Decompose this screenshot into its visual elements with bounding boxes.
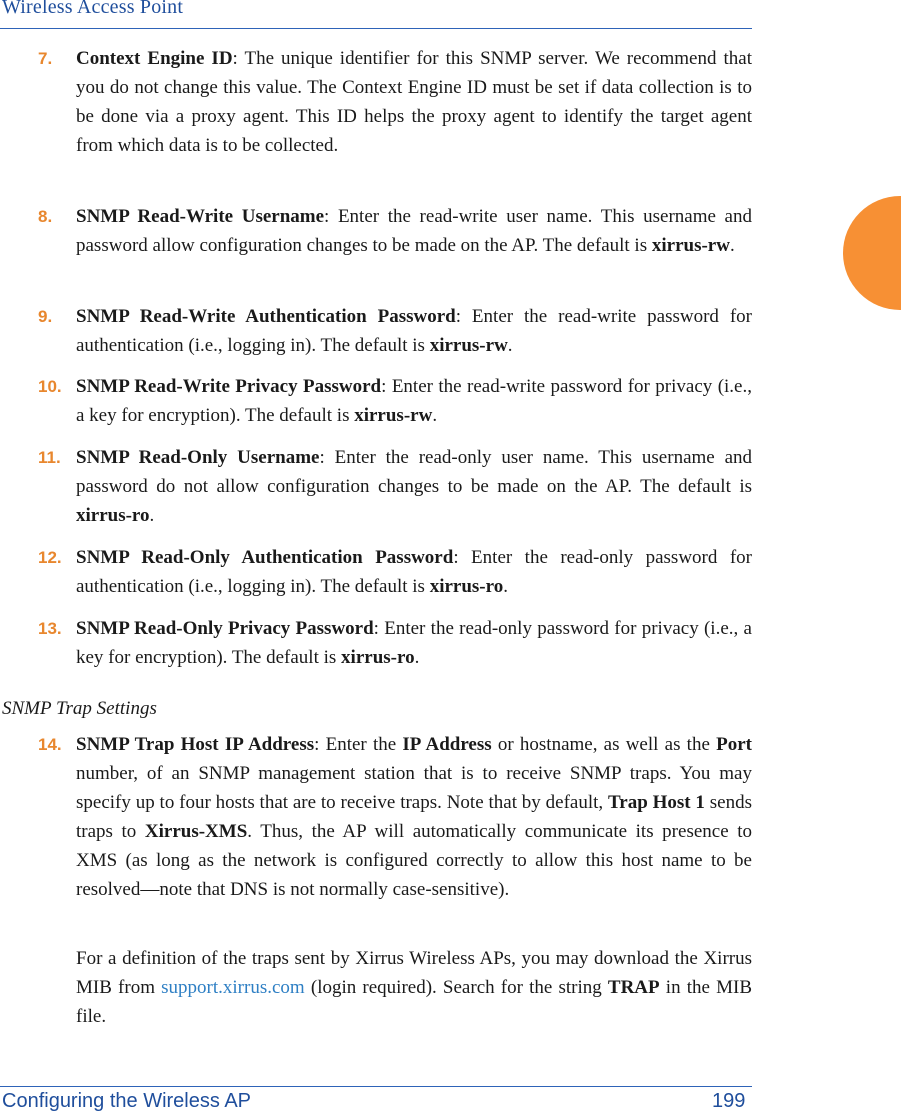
sentence-end: .	[729, 235, 735, 256]
item-number: 11.	[38, 448, 61, 467]
default-value: xirrus-ro	[429, 576, 504, 597]
sentence-end: .	[503, 576, 508, 597]
sentence-end: .	[432, 405, 438, 426]
item-description: number, of an SNMP management station that is to receive SNMP traps. You may specify up to four hosts that are to receive traps. Note that by default,	[76, 763, 752, 813]
chapter-tab-marker	[843, 196, 901, 310]
bold-term: Xirrus-XMS	[144, 821, 248, 842]
item-description: : Enter the read-write password for authentication (i.e., logging in). The default is	[76, 306, 752, 356]
item-description: : Enter the read-write user name. This username and password allow configuration changes to be made on the AP. The default is	[76, 206, 752, 256]
list-item	[38, 443, 752, 530]
item-number: 10.	[38, 377, 62, 396]
page-header-title: Wireless Access Point	[2, 0, 184, 18]
default-value: xirrus-rw	[354, 405, 433, 426]
list-item	[38, 543, 752, 601]
item-number: 13.	[38, 619, 62, 638]
list-item	[38, 614, 752, 672]
item-description: sends traps to	[76, 792, 752, 842]
sentence-end: .	[507, 335, 513, 356]
body-paragraph	[76, 944, 752, 1031]
default-value: xirrus-rw	[429, 335, 508, 356]
item-description: : Enter the read-only user name. This username and password do not allow configuration changes to be made on the AP. The default is	[76, 447, 752, 497]
term-label: SNMP Read-Only Privacy Password	[76, 618, 374, 639]
term-label: SNMP Read-Write Authentication Password	[76, 306, 456, 327]
sentence-end: .	[149, 505, 155, 526]
item-description: or hostname, as well as the	[491, 734, 717, 755]
list-item	[38, 302, 752, 360]
bold-term: IP Address	[402, 734, 492, 755]
list-item	[38, 202, 752, 260]
term-label: SNMP Read-Only Username	[76, 447, 320, 468]
item-number: 14.	[38, 735, 62, 754]
list-item	[38, 44, 752, 160]
item-description: : Enter the read-only password for privacy (i.e., a key for encryption). The default is	[76, 618, 752, 668]
footer-chapter-title: Configuring the Wireless AP	[2, 1090, 252, 1112]
item-description: : Enter the read-only password for authentication (i.e., logging in). The default is	[76, 547, 752, 597]
support-link[interactable]: support.xirrus.com	[161, 977, 305, 998]
bold-term: TRAP	[607, 977, 660, 998]
bold-term: Port	[716, 734, 752, 755]
term-label: SNMP Read-Write Username	[76, 206, 325, 227]
term-label: SNMP Trap Host IP Address	[76, 734, 315, 755]
paragraph-text: (login required). Search for the string	[304, 977, 608, 998]
term-label: Context Engine ID	[76, 48, 233, 69]
page-number: 199	[712, 1090, 746, 1112]
sentence-end: .	[414, 647, 420, 668]
item-number: 12.	[38, 548, 62, 567]
item-number: 8.	[38, 207, 53, 226]
item-description: : Enter the read-write password for privacy (i.e., a key for encryption). The default is	[76, 376, 752, 426]
item-number: 7.	[38, 49, 53, 68]
term-label: SNMP Read-Only Authentication Password	[76, 547, 454, 568]
item-number: 9.	[38, 307, 53, 326]
list-item	[38, 730, 752, 904]
default-value: xirrus-ro	[76, 505, 150, 526]
item-description: : Enter the	[314, 734, 403, 755]
paragraph-text: For a definition of the traps sent by Xirrus Wireless APs, you may download the Xirrus MIB from	[76, 948, 752, 998]
list-item	[38, 372, 752, 430]
default-value: xirrus-ro	[341, 647, 415, 668]
default-value: xirrus-rw	[651, 235, 730, 256]
section-heading: SNMP Trap Settings	[2, 698, 157, 719]
term-label: SNMP Read-Write Privacy Password	[76, 376, 382, 397]
bold-term: Trap Host 1	[608, 792, 705, 813]
header-divider	[0, 28, 752, 29]
item-description: : The unique identifier for this SNMP server. We recommend that you do not change this value. The Context Engine ID must be set if data collection is to be done via a proxy agent. This ID helps the proxy agent to identify the target agent from which data is to be collected.	[76, 48, 752, 156]
item-description: . Thus, the AP will automatically communicate its presence to XMS (as long as the network is configured correctly to allow this host name to be resolved—note that DNS is not normally case-sensitive).	[76, 821, 753, 900]
footer-divider	[0, 1086, 752, 1087]
paragraph-text: in the MIB file.	[76, 977, 752, 1027]
